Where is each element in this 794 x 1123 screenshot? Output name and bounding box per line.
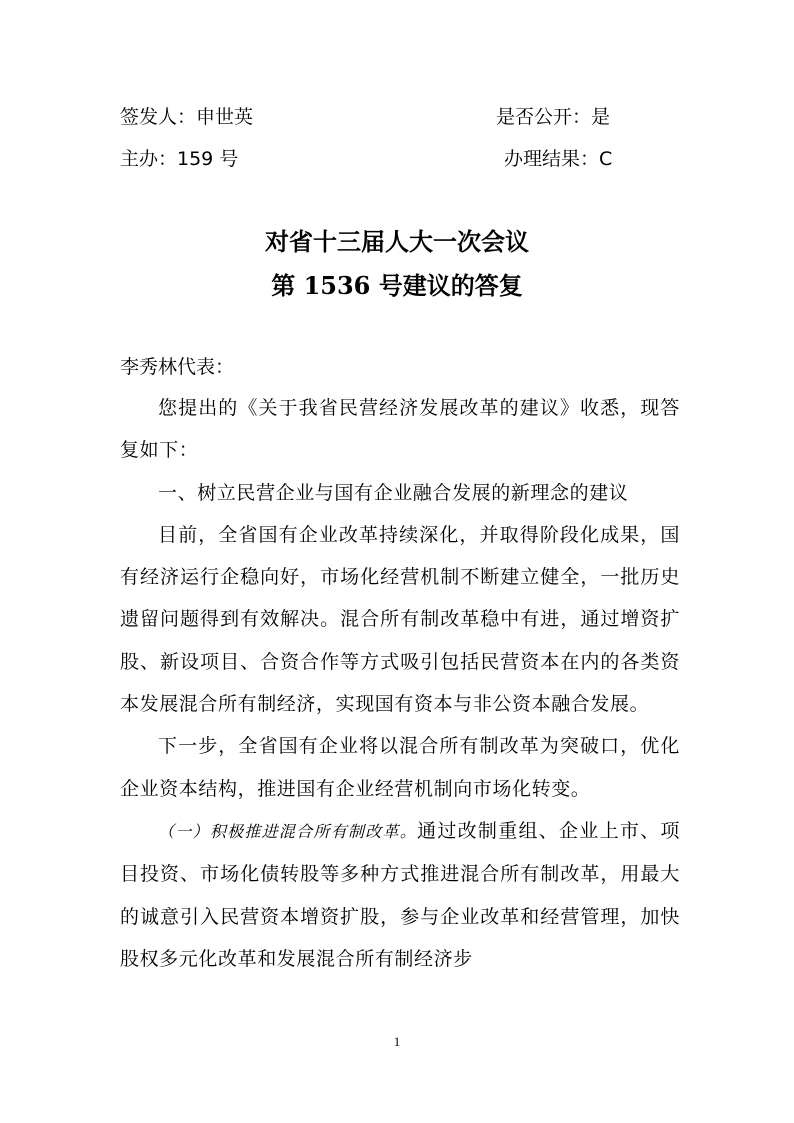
document-title-line-2: 第 1536 号建议的答复 — [271, 271, 523, 300]
subsection-text: 通过改制重组、企业上市、项目投资、市场化债转股等多种方式推进混合所有制改革，用最大的诚意引入民营资本增资扩股，参与企业改革和经营管理，加快股权多元化改革和发展混合所有制经济步 — [120, 819, 680, 970]
sponsor-label: 主办：159 号 — [120, 148, 239, 170]
public-status-label: 是否公开：是 — [496, 106, 611, 128]
salutation: 李秀林代表： — [120, 356, 235, 378]
section-heading-1: 一、树立民营企业与国有企业融合发展的新理念的建议 — [158, 481, 629, 504]
subsection-heading: （一）积极推进混合所有制改革。 — [158, 821, 418, 841]
body-text — [120, 387, 680, 980]
result-label: 办理结果：C — [504, 148, 613, 170]
document-title-line-1: 对省十三届人大一次会议 — [265, 227, 529, 256]
paragraph-next-step: 下一步，全省国有企业将以混合所有制改革为突破口，优化企业资本结构，推进国有企业经营机制向市场化转变。 — [120, 735, 680, 800]
issuer-label: 签发人：申世英 — [120, 106, 254, 128]
paragraph-current-status: 目前，全省国有企业改革持续深化，并取得阶段化成果，国有经济运行企稳向好，市场化经营机制不断建立健全，一批历史遗留问题得到有效解决。混合所有制改革稳中有进，通过增资扩股、新设项目、合资合作等方式吸引包括民营资本在内的各类资本发展混合所有制经济，实现国有资本与非公资本融合发展。 — [120, 523, 680, 716]
header-row-2 — [120, 143, 640, 175]
page-number: 1 — [393, 1034, 401, 1049]
header-row-1 — [120, 101, 640, 133]
paragraph-acknowledgement: 您提出的《关于我省民营经济发展改革的建议》收悉，现答复如下： — [120, 397, 680, 462]
paragraph-mixed-ownership — [120, 810, 680, 980]
